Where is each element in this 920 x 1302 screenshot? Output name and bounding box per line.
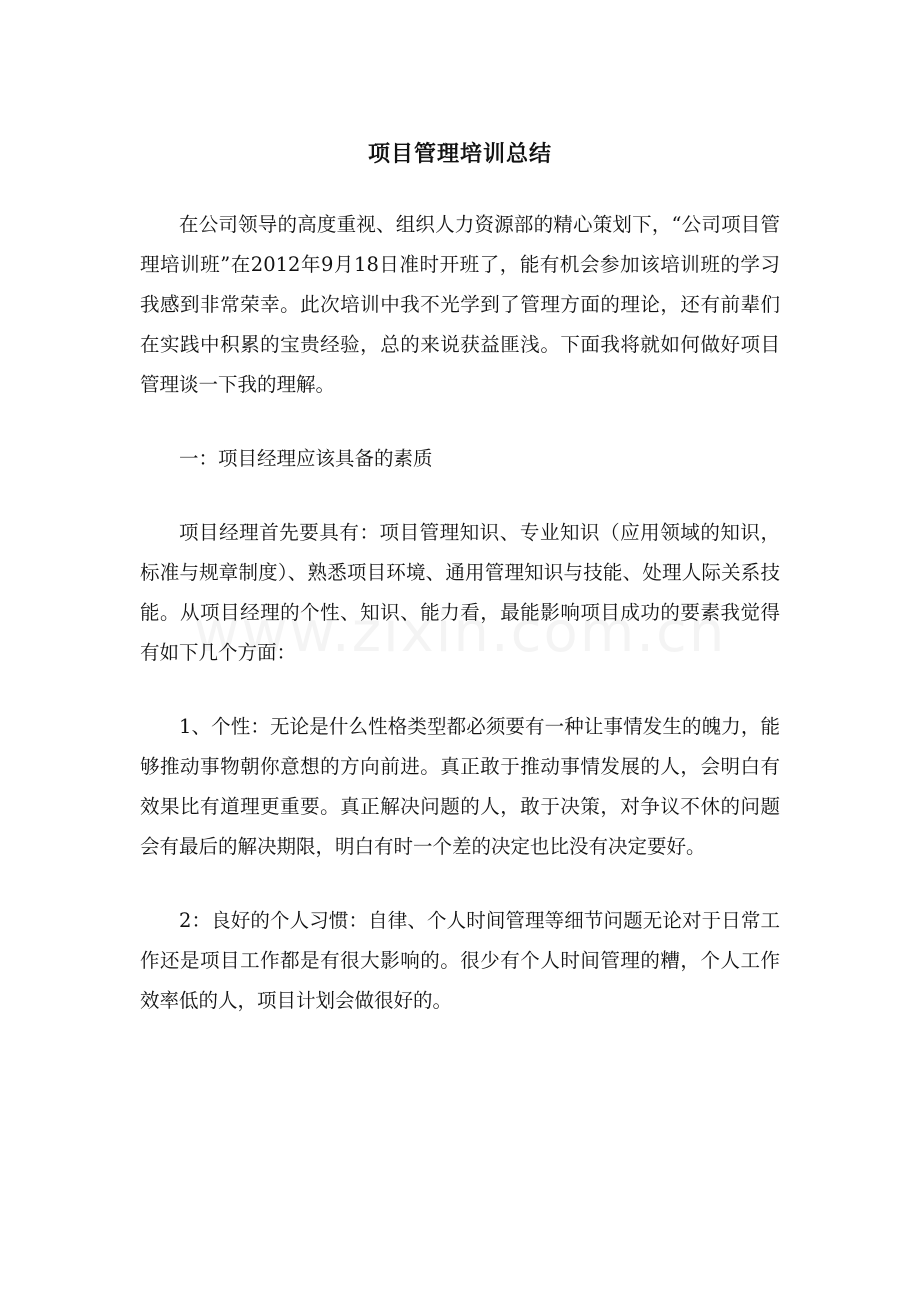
paragraph-habits: 2：良好的个人习惯：自律、个人时间管理等细节问题无论对于日常工作还是项目工作都是有很大影响的。很少有个人时间管理的糟，个人工作效率低的人，项目计划会做很好的。: [140, 909, 780, 1012]
document-body: [140, 205, 780, 1055]
section-heading-1: 一：项目经理应该具备的素质: [179, 447, 433, 470]
paragraph-intro: 在公司领导的高度重视、组织人力资源部的精心策划下，“公司项目管理培训班”在2012年9月18日准时开班了，能有机会参加该培训班的学习我感到非常荣幸。此次培训中我不光学到了管理方面的理论，还有前辈们在实践中积累的宝贵经验，总的来说获益匪浅。下面我将就如何做好项目管理谈一下我的理解。: [140, 213, 780, 396]
paragraph-personality: 1、个性：无论是什么性格类型都必须要有一种让事情发生的魄力，能够推动事物朝你意想的方向前进。真正敢于推动事情发展的人，会明白有效果比有道理更重要。真正解决问题的人，敢于决策，对争议不休的问题会有最后的解决期限，明白有时一个差的决定也比没有决定要好。: [140, 715, 780, 858]
document-title: 项目管理培训总结: [367, 141, 552, 167]
paragraph-qualities: 项目经理首先要具有：项目管理知识、专业知识（应用领域的知识，标准与规章制度）、熟悉项目环境、通用管理知识与技能、处理人际关系技能。从项目经理的个性、知识、能力看，最能影响项目成功的要素我觉得有如下几个方面：: [140, 521, 780, 664]
